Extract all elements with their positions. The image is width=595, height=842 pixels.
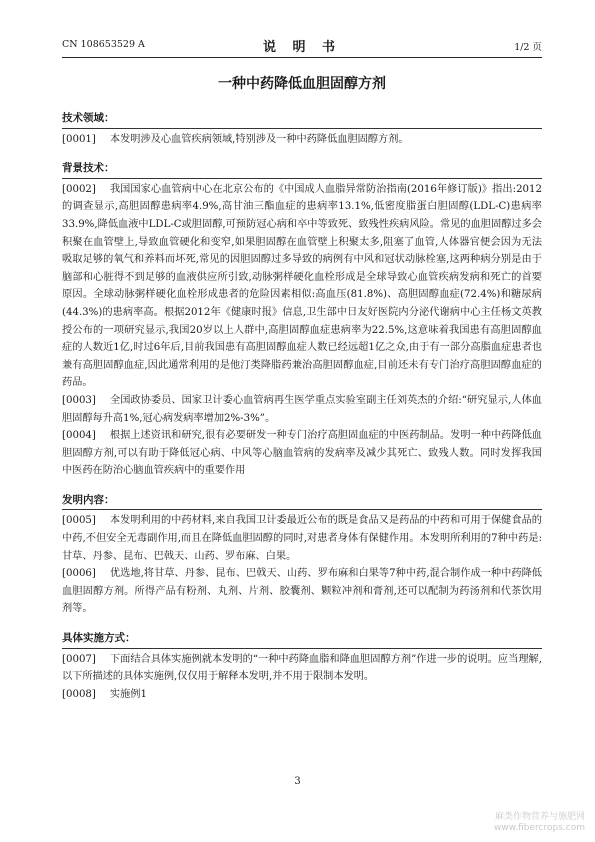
watermark (494, 812, 585, 834)
page-header (62, 36, 542, 54)
paragraph (62, 686, 542, 704)
paragraph-text: 实施例1 (109, 688, 147, 700)
paragraph-text: 我国国家心血管病中心在北京公布的《中国成人血脂异常防治指南(2016年修订版)》指出:2012的调查显示,高胆固醇患病率4.9%,高甘油三酯血症的患病率13.1%,低密度脂蛋白胆固醇(LDL-C)患病率33.9%,降低血液中LDL-C或胆固醇,可预防冠心病和卒中等致死、致残性疾病风险。常见的血胆固醇过多会积聚在血管壁上,导致血管硬化和变窄,如果胆固醇在血管壁上积聚太多,阻塞了血管,人体器官便会因为无法吸取足够的氧气和养料而坏死,常见的因胆固醇过多导致的病例有中风和冠状动脉栓塞,这两种病分别是由于脑部和心脏得不到足够的血液供应所引致,动脉粥样硬化血栓形成是全球导致心血管疾病发病和死亡的首要原因。全球动脉粥样硬化血栓形成患者的危险因素相似:高血压(81.8%)、高胆固醇血症(72.4%)和糖尿病(44.3%)的患病率高。根据2012年《健康时报》信息,卫生部中日友好医院内分泌代谢病中心主任杨文英教授公布的一项研究显示,我国20岁以上人群中,高胆固醇血症患病率为22.5%,这意味着我国患有高胆固醇血症的人数近1亿,时过6年后,目前我国患有高胆固醇血症人数已经远超1亿之众,由于有一部分高脂血症患者也兼有高胆固醇血症,因此通常利用的是他汀类降脂药兼治高胆固醇血症,目前还未有专门治疗高胆固醇血症的药品。 (62, 183, 542, 389)
document-title: 一种中药降低血胆固醇方剂 (218, 76, 386, 92)
section-technical-field (62, 110, 542, 148)
paragraph (62, 651, 542, 686)
paragraph-number: [0006] (62, 568, 96, 580)
paragraph-text: 本发明涉及心血管疾病领域,特别涉及一种中药降低血胆固醇方剂。 (109, 133, 409, 145)
paragraph-text: 根据上述资讯和研究,很有必要研发一种专门治疗高胆固血症的中医药制品。发明一种中药降低血胆固醇方剂,可以有助于降低冠心病、中风等心脑血管病的发病率及减少其死亡、致残人数。同时发挥我国中医药在防治心脑血管疾病中的重要作用 (62, 430, 542, 477)
page-counter: 1/2 页 (514, 42, 542, 53)
document-body (62, 110, 542, 703)
paragraph-number: [0008] (62, 688, 96, 700)
paragraph-text: 优选地,将甘草、丹参、昆布、巴戟天、山药、罗布麻和白果等7种中药,混合制作成一种中药降低血胆固醇方剂。所得产品有粉剂、丸剂、片剂、胶囊剂、颗粒冲剂和膏剂,还可以配制为药汤剂和代茶饮用剂等。 (62, 568, 542, 615)
header-divider (62, 57, 542, 58)
paragraph-number: [0004] (62, 430, 96, 442)
publication-number: CN 108653529 A (62, 39, 145, 50)
section-divider (62, 648, 542, 649)
paragraph (62, 131, 542, 149)
section-summary (62, 492, 542, 618)
paragraph-number: [0002] (62, 183, 96, 195)
paragraph-number: [0005] (62, 515, 96, 527)
section-background (62, 160, 542, 480)
paragraph (62, 392, 542, 427)
document-type-title: 说 明 书 (262, 40, 342, 55)
section-embodiments (62, 630, 542, 703)
paragraph (62, 565, 542, 618)
paragraph-text: 全国政协委员、国家卫计委心血管病再生医学重点实验室副主任刘英杰的介绍:“研究显示,人体血胆固醇每升高1%,冠心病发病率增加2%-3%”。 (62, 394, 542, 424)
paragraph-text: 下面结合具体实施例就本发明的“一种中药降血脂和降血胆固醇方剂”作进一步的说明。应当理解,以下所描述的具体实施例,仅仅用于解释本发明,并不用于限制本发明。 (62, 653, 542, 683)
section-heading: 具体实施方式： (62, 632, 136, 645)
watermark-site-name: 麻类作物营养与施肥网 (494, 812, 585, 822)
paragraph (62, 427, 542, 480)
section-heading: 发明内容： (62, 493, 115, 506)
watermark-url: www.fibercrops.com (494, 823, 585, 833)
paragraph (62, 512, 542, 565)
paragraph-number: [0001] (62, 133, 96, 145)
section-heading: 背景技术： (62, 162, 115, 175)
page-number: 3 (294, 776, 301, 787)
section-divider (62, 178, 542, 179)
section-heading: 技术领域： (62, 112, 115, 124)
paragraph-text: 本发明利用的中药材料,来自我国卫计委最近公布的既是食品又是药品的中药和可用于保健食品的中药,不但安全无毒副作用,而且在降低血胆固醇的同时,对患者身体有保健作用。本发明所利用的7种中药是:甘草、丹参、昆布、巴戟天、山药、罗布麻、白果。 (62, 515, 542, 562)
paragraph (62, 181, 542, 392)
paragraph-number: [0003] (62, 394, 96, 406)
section-divider (62, 509, 542, 510)
section-divider (62, 128, 542, 129)
paragraph-number: [0007] (62, 653, 96, 665)
